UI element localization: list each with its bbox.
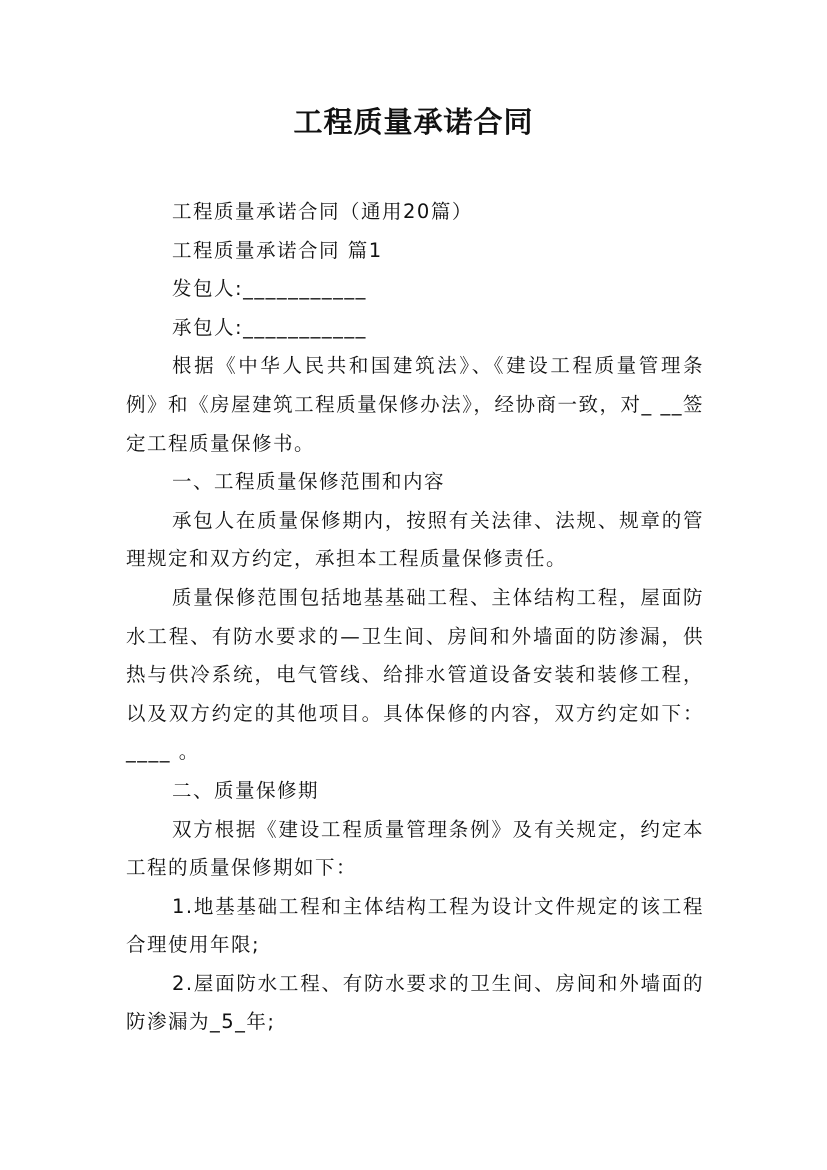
document-title: 工程质量承诺合同: [293, 105, 534, 139]
paragraph-item-2: 2.屋面防水工程、有防水要求的卫生间、房间和外墙面的防渗漏为_5_年;: [126, 971, 704, 1034]
paragraph-scope-details: 质量保修范围包括地基基础工程、主体结构工程，屋面防水工程、有防水要求的—卫生间、房间和外墙面的防渗漏，供热与供冷系统，电气管线、给排水管道设备安装和装修工程，以及双方约定的其他项目。具体保修的内容，双方约定如下：____ 。: [126, 585, 704, 764]
paragraph-period-intro: 双方根据《建设工程质量管理条例》及有关规定，约定本工程的质量保修期如下：: [126, 817, 704, 880]
paragraph-subtitle: 工程质量承诺合同（通用20篇）: [172, 200, 473, 223]
paragraph-heading-scope: 一、工程质量保修范围和内容: [172, 470, 446, 494]
paragraph-responsibility: 承包人在质量保修期内，按照有关法律、法规、规章的管理规定和双方约定，承担本工程质量保修责任。: [126, 508, 704, 571]
paragraph-basis: 根据《中华人民共和国建筑法》、《建设工程质量管理条例》和《房屋建筑工程质量保修办法》，经协商一致，对_ __签定工程质量保修书。: [126, 354, 704, 455]
paragraph-heading-period: 二、质量保修期: [172, 778, 320, 802]
paragraph-section-heading: 工程质量承诺合同 篇1: [172, 238, 383, 262]
document-body: [126, 193, 704, 1042]
paragraph-contractor: 承包人:___________: [172, 315, 367, 339]
paragraph-employer: 发包人:___________: [172, 277, 367, 301]
paragraph-item-1: 1.地基基础工程和主体结构工程为设计文件规定的该工程合理使用年限;: [126, 894, 704, 957]
